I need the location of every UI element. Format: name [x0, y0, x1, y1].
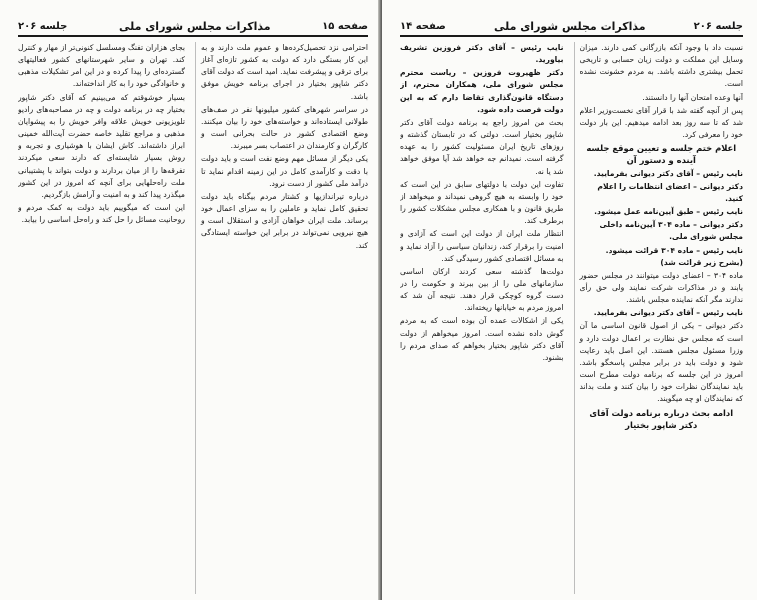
- paragraph: نسبت داد با وجود آنکه بازرگانی کمی دارند. میزان وسایل این مملکت و دولت زیان حسابی و تاریخی تحمل بیشتری داشته باشد. به مردم خشونت نشده است.: [579, 43, 743, 89]
- speaker-line: نایب رئیس – آقای دکتر دیوانی بفرمایید.: [593, 308, 743, 318]
- right-page-right-column: [574, 42, 744, 594]
- paragraph: در سراسر شهرهای کشور میلیونها نفر در صف‌های طولانی ایستاده‌اند و خواسته‌های خود را بیان میکنند. وضع اقتصادی کشور در حالت بحرانی است و کارگران و کارمندان در اعتصاب بسر میبرند.: [201, 104, 368, 151]
- paragraph: این است که میگوییم باید دولت به کمک مردم و روحانیت مسائل را حل کند و راه‌حل اساسی را بیابد.: [18, 203, 185, 225]
- paragraph: آنها وعده امتحان آنها را دانستند.: [642, 92, 743, 102]
- speaker-line: نایب رئیس – ماده ۳۰۴ قرائت میشود. (بشرح زیر قرائت شد): [605, 245, 743, 267]
- paragraph: ماده ۳۰۴ – اعضای دولت میتوانند در مجلس حضور یابند و در مذاکرات شرکت نمایند ولی حق رأی ندارند مگر آنکه نماینده مجلس باشند.: [579, 270, 743, 305]
- paragraph: بسیار خوشوقتم که می‌بینیم که آقای دکتر شاپور بختیار چه در برنامه دولت و چه در مصاحبه‌های رادیو تلویزیونی خویش علاقه وافر خویش را به پیشوایان مذهبی و مراجع تقلید خاصه حضرت آیت‌الله خمینی ابراز داشته‌اند. کاش ایشان با هوشیاری و تجربه و روش بسیار شایسته‌ای که دارند سعی میکردند تفرقه‌ها را از میان بردارند و دولت بتواند با پشتیبانی ملت راه‌حلهایی برای آنچه که امروز در این کشور میگذرد پیدا کند و به امنیت و آرامش بازگردیم.: [18, 92, 185, 199]
- right-header-page-label: صفحه ۱۴: [400, 20, 446, 32]
- speaker-line: دکتر دیوانی – ماده ۳۰۴ آیین‌نامه داخلی مجلس شورای ملی.: [599, 220, 743, 242]
- speaker-line: دکتر دیوانی – اعضای انتظامات را اعلام کنید.: [597, 181, 743, 203]
- right-header-session: جلسه ۲۰۶: [693, 20, 743, 32]
- speaker-line: دکتر ظهیروت فروزین – ریاست محترم مجلس شورای ملی، همکاران محترم، از دستگاه قانون‌گذاری تقاضا دارم که به این دولت فرصت داده شود.: [400, 68, 564, 114]
- paragraph: بحث من امروز راجع به برنامه دولت آقای دکتر شاپور بختیار است. دولتی که در تابستان گذشته و روزهای تاریخ ایران مسئولیت کشور را به عهده گرفته است. نمیدانم جه خواهد شد آیا موفق خواهد شد یا نه.: [400, 117, 564, 176]
- paragraph: دولت‌ها گذشته سعی کردند ارکان اساسی سازمانهای ملی را از بین ببرند و حکومت را در دست گروه کوچکی قرار دهند. نتیجه آن شد که امروز مردم به خیابانها ریخته‌اند.: [400, 266, 564, 313]
- paragraph: درباره تیراندازیها و کشتار مردم بیگناه باید دولت تحقیق کامل نماید و عاملین را به سزای اعمال خود برساند. ملت ایران خواهان آزادی و استقلال است و هیچ نیرویی نمی‌تواند در برابر این خواسته ایستادگی کند.: [201, 191, 368, 250]
- right-page: [382, 0, 757, 600]
- right-page-columns: [400, 42, 743, 594]
- left-page-right-column: [195, 42, 368, 594]
- section-heading: ادامه بحث درباره برنامه دولت آقای دکتر شاپور بختیار: [589, 407, 734, 430]
- section-heading: اعلام ختم جلسه و تعیین موقع جلسه آینده و دستور آن: [586, 143, 737, 166]
- left-page-columns: [18, 42, 368, 594]
- right-header-title: مذاکرات مجلس شورای ملی: [493, 19, 646, 33]
- speaker-line: نایب رئیس – آقای دکتر فروزین تشریف بیاورید.: [400, 43, 564, 65]
- left-page-left-column: [18, 42, 185, 594]
- paragraph: دکتر دیوانی – یکی از اصول قانون اساسی ما آن است که مجلس حق نظارت بر اعمال دولت دارد و وزرا مسئول مجلس هستند. این اصل باید رعایت شود و دولت باید در برابر مجلس پاسخگو باشد. امروز در این جلسه که برنامه دولت مطرح است باید نمایندگان نظرات خود را بیان کنند و ملت بداند که نمایندگان او چه میگویند.: [579, 321, 743, 404]
- paragraph: پس از آنچه گفته شد با قرار آقای نخست‌وزیر اعلام شد که تا سه روز بعد ادامه میدهیم. این بار دولت خود را معرفی کرد.: [579, 105, 743, 140]
- right-page-left-column: [400, 42, 564, 594]
- speaker-line: نایب رئیس – آقای دکتر دیوانی بفرمایید.: [593, 168, 743, 178]
- paragraph: احترامی نزد تحصیل‌کرده‌ها و عموم ملت دارند و به این کار بستگی دارد که دولت به کشور تازه‌ای آغاز برای ترقی و پیشرفت نماید. امید است که دولت آقای دکتر شاپور بختیار در اجرای برنامه خویش موفق باشد.: [201, 43, 368, 101]
- left-header-page-label: صفحه ۱۵: [322, 20, 368, 32]
- left-header-session: جلسه ۲۰۶: [18, 20, 68, 32]
- paragraph: بجای هزاران تفنگ ومسلسل کنونی‌تر از مهار و کنترل کند. تهران و سایر شهرستانهای کشور فعالیتهای گسترده‌ای را پیدا کرده و در این امر تشکیلات مذهبی و خانوادگی خود را به کار انداخته‌اند.: [18, 43, 185, 89]
- paragraph: تفاوت این دولت با دولتهای سابق در این است که خود را وابسته به هیچ گروهی نمیداند و میخواهد از طریق قانون و با همکاری مجلس مشکلات کشور را برطرف کند.: [400, 179, 564, 226]
- paragraph: یکی دیگر از مسائل مهم وضع نفت است و باید دولت با دقت و کارآمدی کامل در این زمینه اقدام نماید تا درآمد ملی کشور از دست نرود.: [201, 154, 368, 188]
- paragraph: انتظار ملت ایران از دولت این است که آزادی و امنیت را برقرار کند، زندانیان سیاسی را آزاد نماید و به مسائل اقتصادی کشور رسیدگی کند.: [400, 229, 564, 263]
- left-page-header: [18, 17, 368, 37]
- paragraph: یکی از اشکالات عمده آن بوده است که به مردم گوش داده نشده است. امروز میخواهم از دولت آقای دکتر شاپور بختیار بخواهم که صدای مردم را بشنود.: [400, 316, 564, 362]
- right-page-header: [400, 17, 743, 37]
- speaker-line: نایب رئیس – طبق آیین‌نامه عمل میشود.: [594, 207, 743, 217]
- left-header-title: مذاکرات مجلس شورای ملی: [118, 19, 271, 33]
